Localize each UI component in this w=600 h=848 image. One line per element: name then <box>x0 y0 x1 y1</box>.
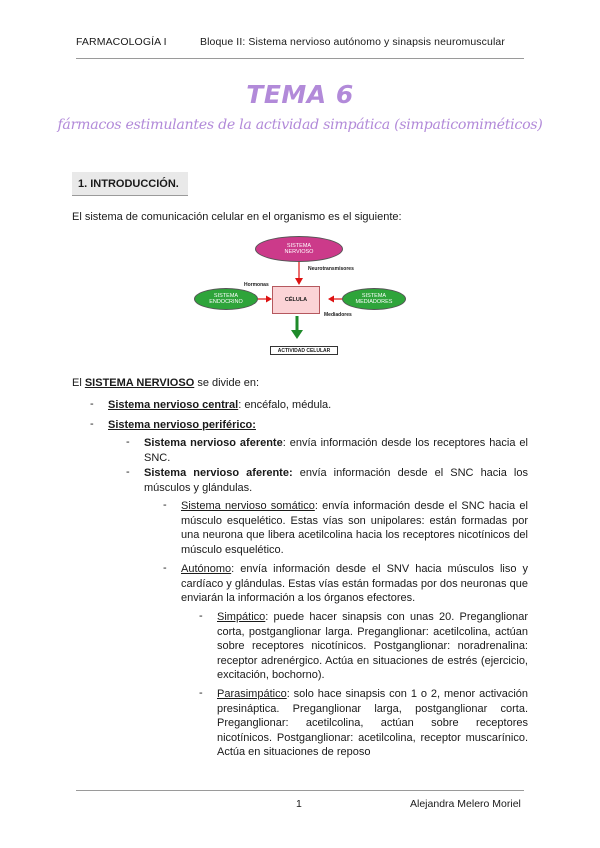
text-fragment: El <box>72 377 85 389</box>
page-title: TEMA 6 <box>246 80 354 109</box>
list-item-parasimpatico <box>217 687 528 760</box>
dash-bullet: - <box>126 466 130 478</box>
item-title: Parasimpático <box>217 688 287 700</box>
item-text: : puede hacer sinapsis con unas 20. Preganglionar corta, postganglionar larga. Preganglionar: acetilcolina, actúan sobre receptores nicotínicos. Postganglionar: noradrenalina: receptor adrenérgico. Actúa en situaciones de estrés (ejercicio, excitación, bochorno). <box>217 611 528 681</box>
sistema-endocrino-node <box>194 288 258 310</box>
sistema-mediadores-node <box>342 288 406 310</box>
node-label: NERVIOSO <box>284 249 314 255</box>
arrow-right-red-icon <box>258 295 272 303</box>
dash-bullet: - <box>90 398 94 410</box>
arrow-left-red-icon <box>328 295 342 303</box>
node-label: SISTEMA <box>361 293 387 299</box>
item-text: : envía información desde los receptores hacia el SNC. <box>144 437 528 464</box>
header-course: FARMACOLOGÍA I <box>76 36 167 48</box>
page-subtitle: fármacos estimulantes de la actividad simpática (simpaticomiméticos) <box>57 117 543 133</box>
mediadores-label: Mediadores <box>324 312 352 318</box>
dash-bullet: - <box>126 436 130 448</box>
item-title: Sistema nervioso aferente <box>144 437 283 449</box>
item-title: Sistema nervioso somático <box>181 500 315 512</box>
item-text: : encéfalo, médula. <box>238 399 332 411</box>
node-label: SISTEMA <box>213 293 239 299</box>
item-title: Autónomo <box>181 563 232 575</box>
node-label: MEDIADORES <box>355 299 393 305</box>
list-item-central <box>108 398 331 413</box>
item-text: : envía información desde el SNC hacia el músculo esquelético. Estas vías son unipolares: están formadas por una neurona que libera acetilcolina hacia los receptores nicotínicos del músculo esquelético. <box>181 500 528 556</box>
item-text: envía información desde el SNC hacia los músculos y glándulas. <box>144 467 528 494</box>
author-name: Alejandra Melero Moriel <box>410 798 521 810</box>
page-number: 1 <box>296 798 302 810</box>
footer-divider <box>76 790 524 791</box>
node-label: SISTEMA <box>286 243 312 249</box>
section-heading: 1. INTRODUCCIÓN. <box>72 172 188 196</box>
list-item-aferente-1 <box>144 436 528 465</box>
actividad-celular-box: ACTIVIDAD CELULAR <box>270 346 338 355</box>
intro-paragraph: El sistema de comunicación celular en el organismo es el siguiente: <box>72 211 402 223</box>
dash-bullet: - <box>199 610 203 622</box>
item-title: Simpático <box>217 611 266 623</box>
sn-title: SISTEMA NERVIOSO <box>84 377 195 389</box>
dash-bullet: - <box>199 687 203 699</box>
arrow-down-green-icon <box>290 316 304 340</box>
item-title: Sistema nervioso periférico: <box>108 419 256 431</box>
item-text: : envía información desde el SNV hacia músculos liso y cardíaco y glándulas. Estas vías están formadas por dos neuronas que enviarán la información a los órganos efectores. <box>181 563 528 604</box>
neurotransmisores-label: Neurotransmisores <box>308 266 354 272</box>
dash-bullet: - <box>90 418 94 430</box>
item-title: Sistema nervioso central <box>108 399 239 411</box>
arrow-down-red-icon <box>294 262 304 286</box>
celula-node: CÉLULA <box>272 286 320 314</box>
sistema-nervioso-node <box>255 236 343 262</box>
list-item-periferico <box>108 418 256 433</box>
list-item-somatico <box>181 499 528 557</box>
dash-bullet: - <box>163 562 167 574</box>
item-text: : solo hace sinapsis con 1 o 2, menor activación presináptica. Preganglionar larga, postganglionar corta. Preganglionar: acetilcolina, actúan sobre receptores nicotínicos. Postganglionar: acetilcolina, receptor muscarínico. Actúa en situaciones de reposo <box>217 688 528 758</box>
header-divider <box>76 58 524 59</box>
item-title: Sistema nervioso aferente: <box>144 467 293 479</box>
text-fragment: se divide en: <box>194 377 260 389</box>
dash-bullet: - <box>163 499 167 511</box>
header-block: Bloque II: Sistema nervioso autónomo y sinapsis neuromuscular <box>200 36 505 48</box>
list-item-autonomo <box>181 562 528 606</box>
list-item-aferente-2 <box>144 466 528 495</box>
list-item-simpatico <box>217 610 528 683</box>
communication-diagram <box>190 232 410 362</box>
hormonas-label: Hormonas <box>244 282 269 288</box>
node-label: ENDOCRINO <box>209 299 243 305</box>
sn-intro <box>72 376 259 391</box>
